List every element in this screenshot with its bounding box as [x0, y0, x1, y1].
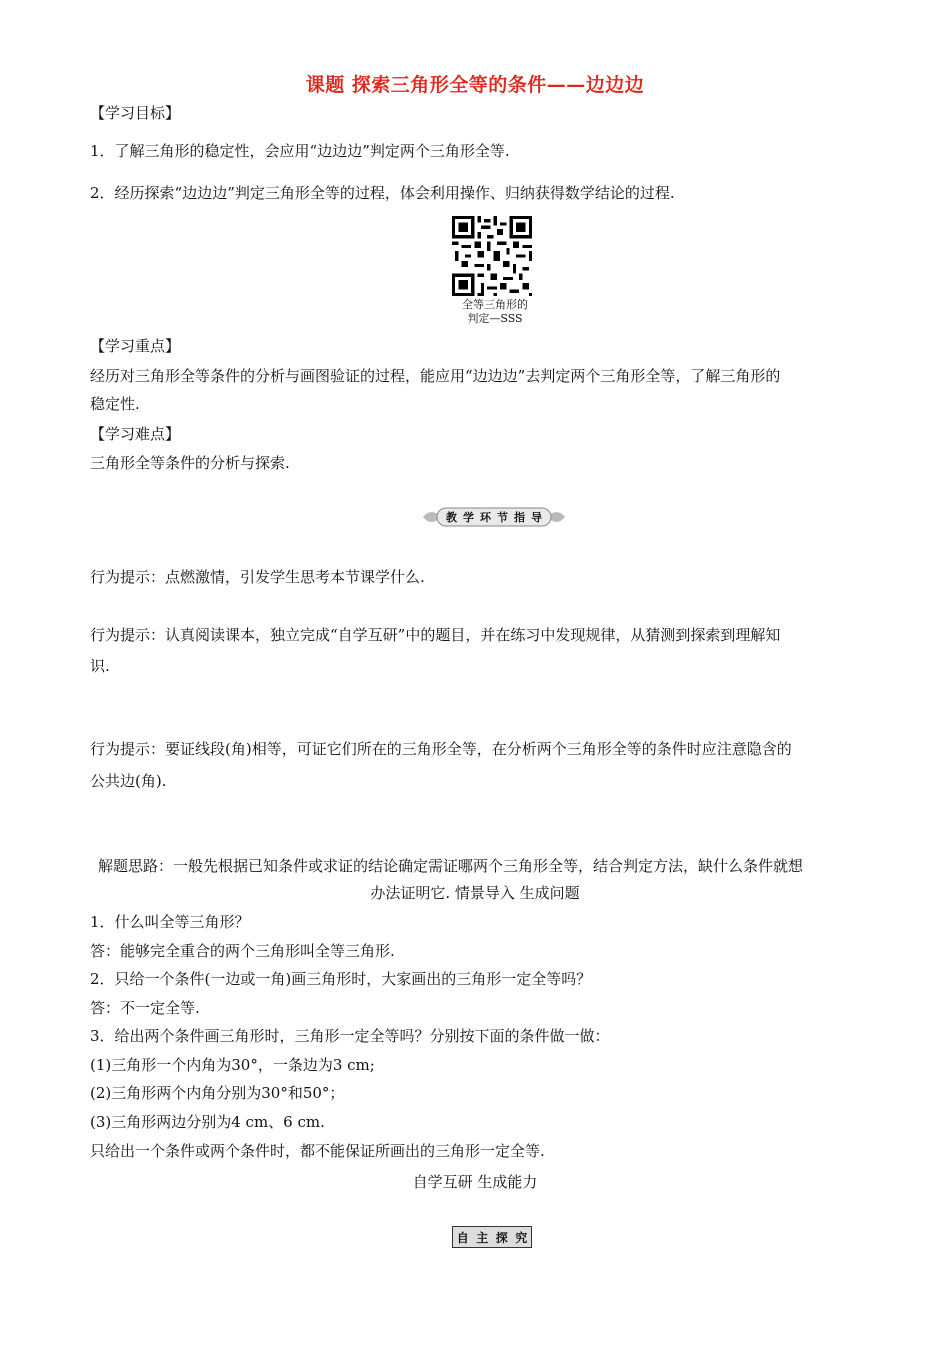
banner2-char-2: 主 [476, 1230, 489, 1245]
hint-2-line-2: 识. [90, 657, 110, 675]
approach-line-2: 办法证明它. 情景导入 生成问题 [370, 884, 580, 902]
section-heading: 自学互研 生成能力 [412, 1173, 538, 1191]
banner-char-1: 教 [446, 511, 457, 524]
banner-char-4: 节 [497, 511, 508, 524]
key-points-text-line-1: 经历对三角形全等条件的分析与画图验证的过程，能应用“边边边”去判定两个三角形全等，了解三角形的 [90, 367, 781, 385]
question-2: 2．只给一个条件(一边或一角)画三角形时，大家画出的三角形一定全等吗？ [90, 970, 592, 988]
approach-line-1: 解题思路：一般先根据已知条件或求证的结论确定需证哪两个三角形全等，结合判定方法，缺什么条件就想 [98, 857, 804, 875]
answer-2: 答：不一定全等. [90, 999, 200, 1017]
banner2-char-3: 探 [495, 1230, 508, 1245]
hint-2-line-1: 行为提示：认真阅读课本，独立完成“自学互研”中的题目，并在练习中发现规律，从猜测到探索到理解知 [90, 626, 781, 644]
key-points-heading: 【学习重点】 [90, 337, 181, 355]
teaching-guide-banner [421, 505, 567, 529]
condition-1: (1)三角形一个内角为30°，一条边为3 cm; [90, 1056, 375, 1074]
banner-char-3: 环 [480, 511, 491, 524]
hint-1: 行为提示：点燃激情，引发学生思考本节课学什么. [90, 568, 425, 586]
question-1: 1．什么叫全等三角形？ [90, 913, 250, 931]
answer-1: 答：能够完全重合的两个三角形叫全等三角形. [90, 942, 395, 960]
question-3: 3．给出两个条件画三角形时，三角形一定全等吗？分别按下面的条件做一做： [90, 1027, 610, 1045]
hint-3-line-2: 公共边(角). [90, 772, 167, 790]
condition-3: (3)三角形两边分别为4 cm、6 cm. [90, 1113, 325, 1131]
difficulty-heading: 【学习难点】 [90, 425, 181, 443]
goals-heading: 【学习目标】 [90, 104, 181, 122]
qr-caption [420, 298, 570, 326]
banner-char-6: 导 [531, 511, 542, 524]
banner-char-5: 指 [514, 511, 525, 524]
self-study-banner [452, 1226, 532, 1248]
hint-3-line-1: 行为提示：要证线段(角)相等，可证它们所在的三角形全等，在分析两个三角形全等的条件时应注意隐含的 [90, 740, 792, 758]
banner-char-2: 学 [463, 511, 474, 524]
conclusion: 只给出一个条件或两个条件时，都不能保证所画出的三角形一定全等. [90, 1142, 545, 1160]
banner2-char-4: 究 [515, 1230, 528, 1245]
page-title: 课题 探索三角形全等的条件——边边边 [305, 74, 645, 96]
condition-2: (2)三角形两个内角分别为30°和50°； [90, 1084, 345, 1102]
qr-caption-line-1: 全等三角形的 [462, 298, 528, 311]
key-points-text-line-2: 稳定性. [90, 395, 140, 413]
difficulty-text: 三角形全等条件的分析与探索. [90, 454, 290, 472]
goal-item-1: 1．了解三角形的稳定性，会应用“边边边”判定两个三角形全等. [90, 142, 510, 160]
qr-code-icon[interactable] [452, 216, 532, 296]
qr-caption-line-2: 判定—SSS [467, 312, 523, 325]
banner2-char-1: 自 [456, 1230, 469, 1245]
goal-item-2: 2．经历探索“边边边”判定三角形全等的过程，体会利用操作、归纳获得数学结论的过程. [90, 184, 675, 202]
